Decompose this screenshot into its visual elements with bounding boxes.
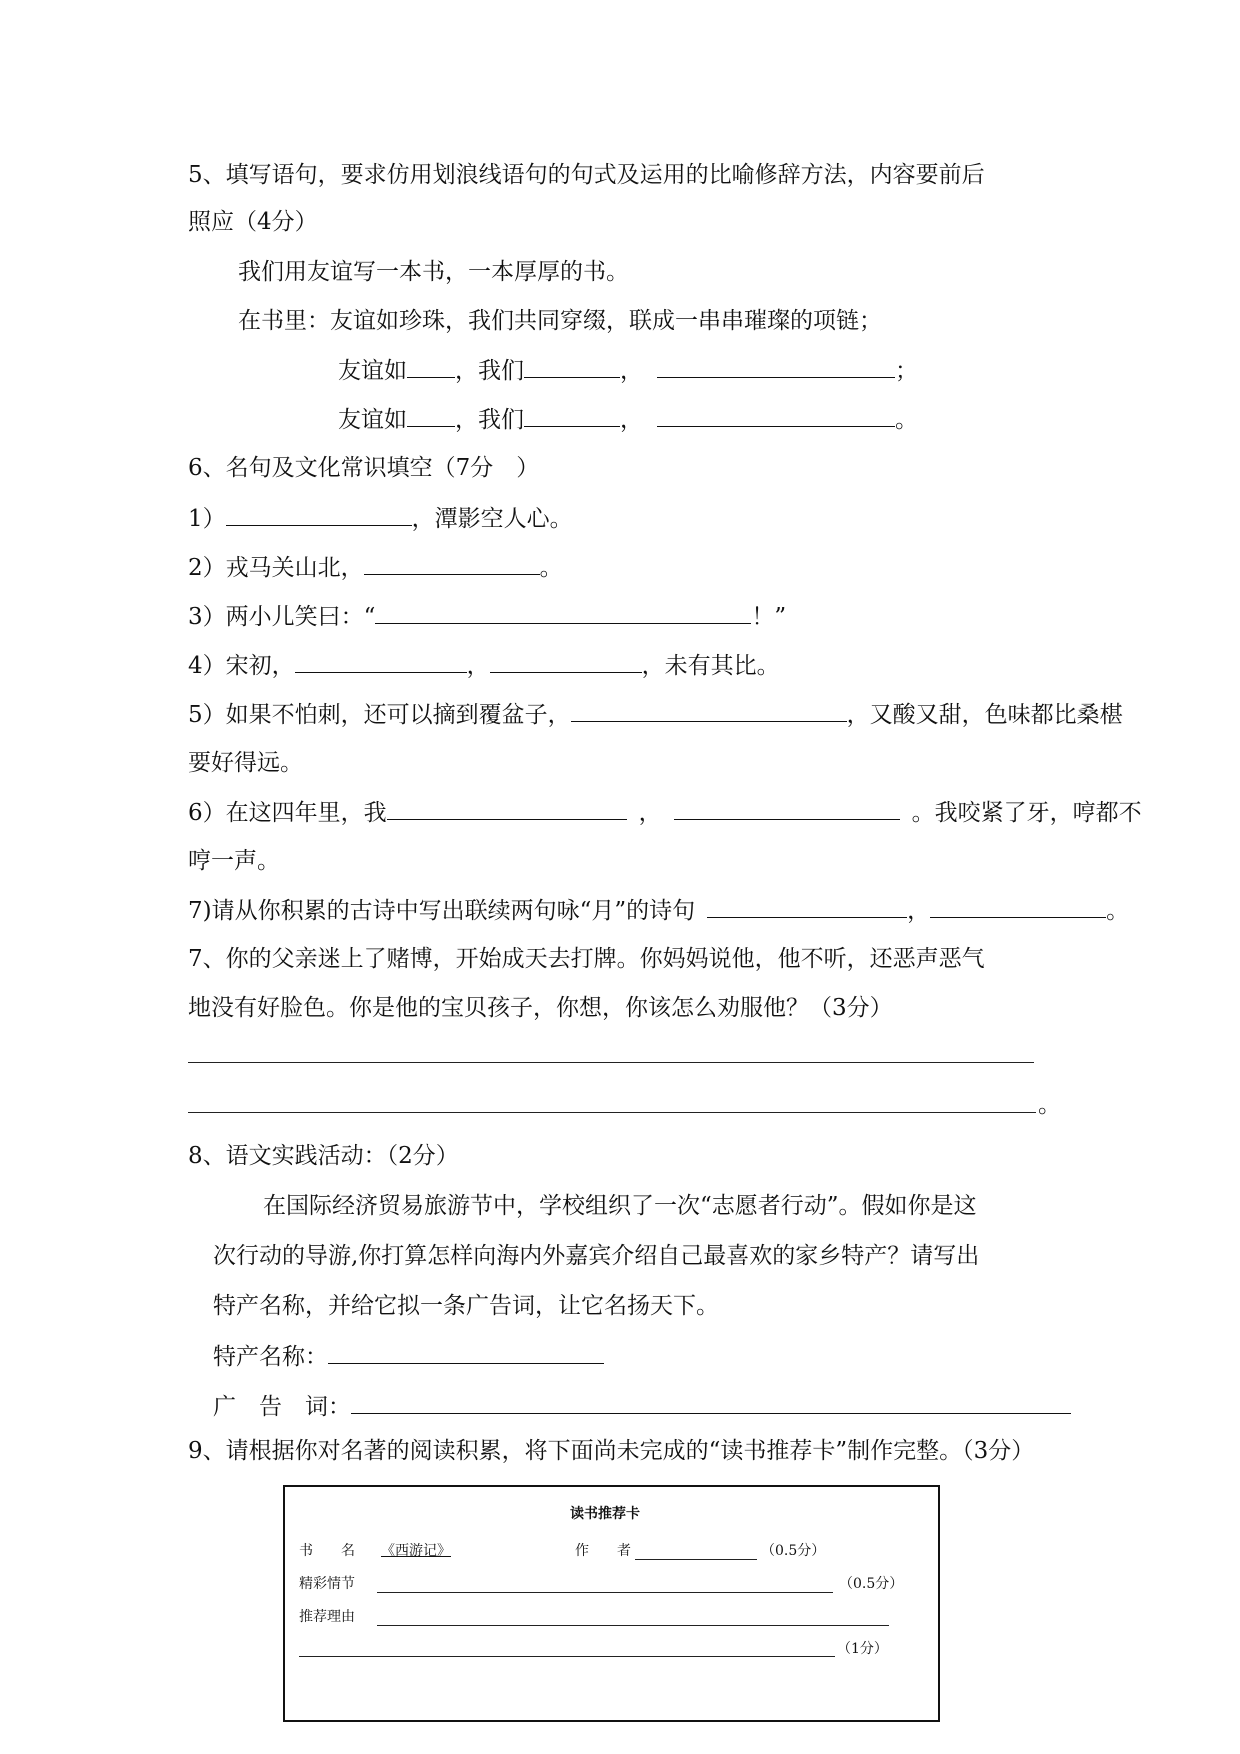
q5-fill-label: 友谊如 (338, 407, 407, 433)
q6-item-3-suffix: ！” (751, 604, 787, 630)
q8-ad-label: 广 告 词： (213, 1394, 351, 1420)
q6-item-7-prefix: 7)请从你积累的古诗中写出联续两句咏“月”的诗句 (188, 898, 696, 924)
q6-item-3-prefix: 3）两小儿笑曰：“ (188, 604, 376, 630)
q6-item-5-blank[interactable] (571, 699, 847, 722)
q6-item-3 (188, 601, 786, 632)
card-reason-score: （1分） (837, 1641, 888, 1657)
q6-item-2-suffix: 。 (539, 555, 563, 581)
q8-title: 8、语文实践活动：（2分） (188, 1143, 459, 1169)
q6-item-6-suffix: 。我咬紧了牙，哼都不 (911, 800, 1142, 826)
card-title: 读书推荐卡 (570, 1506, 640, 1522)
q6-item-2-blank[interactable] (364, 552, 540, 575)
reading-recommendation-card (283, 1485, 940, 1722)
q5-blank-1a[interactable] (407, 355, 455, 378)
q5-fill-label: ，我们 (455, 358, 524, 384)
card-reason-blank-1[interactable] (377, 1625, 889, 1626)
q6-item-6-mid: ， (638, 800, 662, 826)
q6-item-2-prefix: 2）戎马关山北， (188, 555, 364, 581)
card-author-score: （0.5分） (761, 1543, 826, 1559)
card-book-value: 《西游记》 (381, 1543, 451, 1559)
q8-ad-blank[interactable] (351, 1391, 1071, 1414)
card-reason-label: 推荐理由 (299, 1609, 355, 1625)
q5-blank-2a[interactable] (407, 404, 455, 427)
card-plot-score: （0.5分） (839, 1576, 904, 1592)
q6-item-4-mid: ， (466, 653, 490, 679)
q5-fill-end: 。 (895, 407, 918, 433)
q8-paragraph-3: 特产名称，并给它拟一条广告词，让它名扬天下。 (213, 1293, 719, 1319)
q6-item-1 (188, 503, 573, 534)
card-book-label: 书 名 (299, 1543, 355, 1559)
q6-item-4-suffix: ，未有其比。 (641, 653, 780, 679)
q5-paragraph-2: 在书里：友谊如珍珠，我们共同穿缀，联成一串串璀璨的项链； (238, 308, 882, 334)
q6-item-1-suffix: ，潭影空人心。 (411, 506, 573, 532)
q5-fill-row-1 (338, 355, 918, 386)
q6-item-6 (188, 797, 1142, 828)
q6-item-5-prefix: 5）如果不怕刺，还可以摘到覆盆子， (188, 702, 571, 728)
q6-item-5-suffix: ，又酸又甜，色味都比桑椹 (846, 702, 1123, 728)
q6-item-4-prefix: 4）宋初， (188, 653, 295, 679)
q7-answer-line-1[interactable] (188, 1062, 1034, 1063)
q5-paragraph-1: 我们用友谊写一本书，一本厚厚的书。 (238, 259, 629, 285)
q5-fill-label: 友谊如 (338, 358, 407, 384)
q6-title: 6、名句及文化常识填空（7分 ） (188, 455, 540, 481)
q6-item-4 (188, 650, 780, 681)
q7-answer-end: 。 (1038, 1092, 1061, 1118)
q6-item-6-prefix: 6）在这四年里，我 (188, 800, 387, 826)
q6-item-2 (188, 552, 563, 583)
q8-product-name-row (213, 1341, 604, 1372)
q6-item-4-blank-a[interactable] (295, 650, 467, 673)
q7-prompt-line1: 7、你的父亲迷上了赌博，开始成天去打牌。你妈妈说他，他不听，还恶声恶气 (188, 946, 985, 972)
q6-item-7-blank-b[interactable] (930, 895, 1106, 918)
q6-item-3-blank[interactable] (375, 601, 751, 624)
q5-fill-label: ， (620, 407, 643, 433)
q5-fill-label: ，我们 (455, 407, 524, 433)
q7-answer-line-2[interactable] (188, 1112, 1036, 1113)
q5-prompt-line1: 5、填写语句，要求仿用划浪线语句的句式及运用的比喻修辞方法，内容要前后 (188, 162, 985, 188)
card-author-label: 作 者 (575, 1543, 631, 1559)
q6-item-5-line2: 要好得远。 (188, 750, 303, 776)
q8-ad-row (213, 1391, 1071, 1422)
q8-product-name-blank[interactable] (328, 1341, 604, 1364)
q5-fill-end: ； (895, 358, 918, 384)
q6-item-7 (188, 895, 1129, 926)
q5-blank-2b[interactable] (524, 404, 620, 427)
card-author-blank[interactable] (635, 1559, 757, 1560)
q5-fill-row-2 (338, 404, 918, 435)
q6-item-7-suffix: 。 (1106, 898, 1130, 924)
card-plot-blank[interactable] (377, 1592, 833, 1593)
q6-item-4-blank-b[interactable] (490, 650, 642, 673)
q8-paragraph-2: 次行动的导游,你打算怎样向海内外嘉宾介绍自己最喜欢的家乡特产？请写出 (213, 1243, 980, 1269)
card-plot-label: 精彩情节 (299, 1576, 355, 1592)
q5-blank-2c[interactable] (657, 404, 895, 427)
q5-blank-1c[interactable] (657, 355, 895, 378)
q5-blank-1b[interactable] (524, 355, 620, 378)
q8-product-name-label: 特产名称： (213, 1344, 328, 1370)
q9-title: 9、请根据你对名著的阅读积累，将下面尚未完成的“读书推荐卡”制作完整。（3分） (188, 1438, 1035, 1464)
q7-prompt-line2: 地没有好脸色。你是他的宝贝孩子，你想，你该怎么劝服他？（3分） (188, 995, 893, 1021)
q6-item-6-line2: 哼一声。 (188, 848, 280, 874)
q6-item-7-blank-a[interactable] (707, 895, 907, 918)
q6-item-1-blank[interactable] (226, 503, 412, 526)
q6-item-6-blank-a[interactable] (387, 797, 627, 820)
q6-item-1-prefix: 1） (188, 506, 226, 532)
q5-fill-label: ， (620, 358, 643, 384)
q8-paragraph-1: 在国际经济贸易旅游节中，学校组织了一次“志愿者行动”。假如你是这 (263, 1193, 977, 1219)
q6-item-5 (188, 699, 1123, 730)
q6-item-7-mid: ， (907, 898, 931, 924)
card-reason-blank-2[interactable] (299, 1656, 835, 1657)
q5-prompt-line2: 照应（4分） (188, 209, 318, 235)
q6-item-6-blank-b[interactable] (674, 797, 900, 820)
